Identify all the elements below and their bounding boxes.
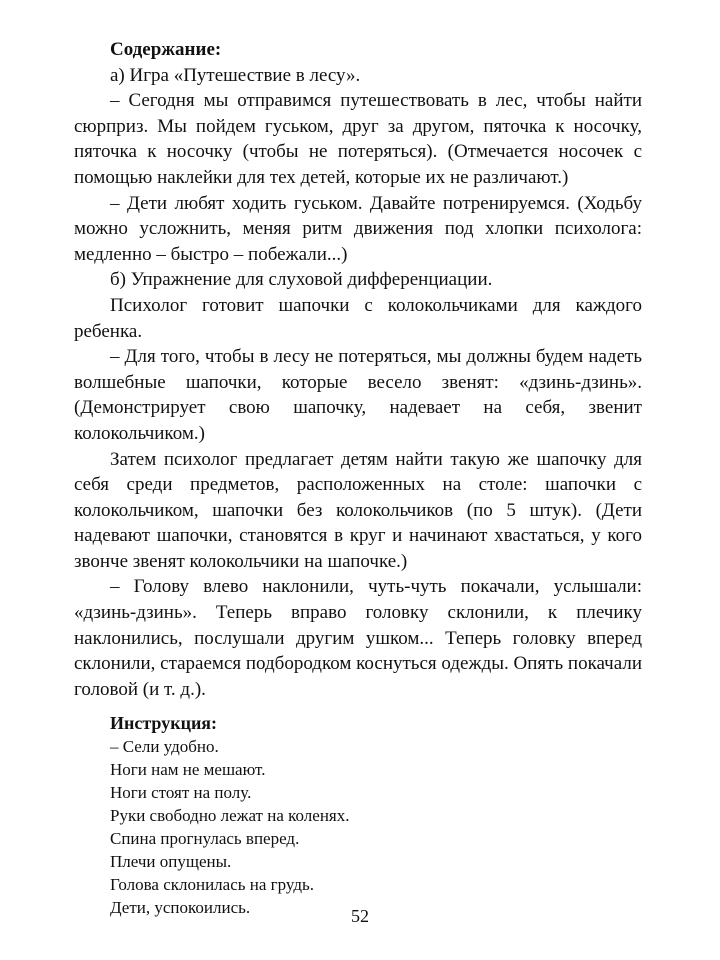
instruction-item: Спина прогнулась вперед. — [110, 829, 300, 849]
instruction-item: Плечи опущены. — [110, 852, 232, 872]
paragraph-game-title: а) Игра «Путешествие в лесу». — [110, 64, 361, 86]
instruction-item: Голова склонилась на грудь. — [110, 875, 314, 895]
paragraph-hats: Психолог готовит шапочки с колокольчиками для каждого ребенка. — [74, 294, 642, 342]
paragraph-forest-trip: – Сегодня мы отправимся путешествовать в лес, чтобы найти сюрприз. Мы пойдем гуськом, друг за другом, пяточка к носочку, пяточка к носочку (чтобы не потеряться). (Отмечается носочек с помощью наклейки для тех детей, которые их не различают.) — [74, 90, 642, 188]
paragraph-walking: – Дети любят ходить гуськом. Давайте потренируемся. (Ходьбу можно усложнить, меняя ритм движения под хлопки психолога: медленно – быстро – побежали...) — [74, 192, 642, 265]
instruction-item: – Сели удобно. — [110, 737, 219, 757]
paragraph-exercise-title: б) Упражнение для слуховой дифференциации. — [110, 269, 493, 291]
section-heading: Содержание: — [110, 39, 222, 60]
instruction-item: Ноги стоят на полу. — [110, 783, 252, 803]
instruction-item: Руки свободно лежат на коленях. — [110, 806, 350, 826]
page-number: 52 — [351, 906, 369, 926]
spacer — [74, 702, 642, 712]
page-content — [74, 37, 642, 919]
paragraph-magic-hats: – Для того, чтобы в лесу не потеряться, мы должны будем надеть волшебные шапочки, которые весело звенят: «дзинь-дзинь». (Демонстрирует свою шапочку, надевает на себя, звенит колокольчиком.) — [74, 346, 642, 444]
paragraph-find-hat: Затем психолог предлагает детям найти такую же шапочку для себя среди предметов, расположенных на столе: шапочки с колокольчиком, шапочки без колокольчиков (по 5 штук). (Дети надевают шапочки, становятся в круг и начинают хвастаться, у кого звонче звенят колокольчики на шапочке.) — [74, 448, 642, 572]
instruction-item: Ноги нам не мешают. — [110, 760, 266, 780]
instruction-heading: Инструкция: — [110, 713, 218, 734]
instruction-item: Дети, успокоились. — [110, 898, 251, 918]
instruction-list — [74, 735, 642, 919]
paragraph-head-tilt: – Голову влево наклонили, чуть-чуть покачали, услышали: «дзинь-дзинь». Теперь вправо головку склонили, к плечику наклонились, послушали другим ушком... Теперь головку вперед склонили, стараемся подбородком коснуться одежды. Опять покачали головой (и т. д.). — [74, 576, 642, 700]
